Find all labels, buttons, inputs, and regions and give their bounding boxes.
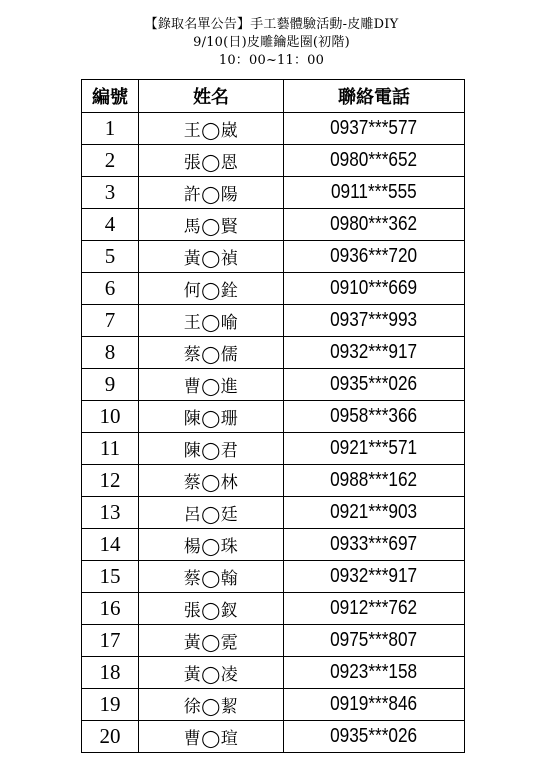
row-number: 17 — [82, 625, 139, 657]
participant-phone: 0935***026 — [330, 373, 418, 395]
participant-phone: 0935***026 — [330, 725, 418, 747]
participant-phone: 0937***993 — [330, 309, 418, 331]
table-row — [82, 529, 465, 561]
participant-name: 王◯喻 — [139, 305, 284, 337]
participant-phone: 0921***571 — [330, 437, 418, 459]
participant-phone-cell — [284, 561, 465, 593]
participant-name: 曹◯進 — [139, 369, 284, 401]
session-name: 9/10(日)皮雕鑰匙圈(初階) — [193, 35, 350, 50]
row-number: 3 — [82, 177, 139, 209]
participant-name: 蔡◯儒 — [139, 337, 284, 369]
row-number: 19 — [82, 689, 139, 721]
participant-phone-cell — [284, 337, 465, 369]
participant-phone-cell — [284, 433, 465, 465]
participant-phone-cell — [284, 721, 465, 753]
participant-name: 徐◯絜 — [139, 689, 284, 721]
participant-phone: 0975***807 — [330, 629, 418, 651]
table-row — [82, 497, 465, 529]
participant-phone: 0911***555 — [331, 181, 417, 203]
table-row — [82, 241, 465, 273]
participant-phone-cell — [284, 209, 465, 241]
table-row — [82, 209, 465, 241]
participant-phone: 0936***720 — [330, 245, 418, 267]
announcement-title: 【錄取名單公告】手工藝體驗活動-皮雕DIY — [144, 17, 399, 32]
participant-phone-cell — [284, 273, 465, 305]
participant-name: 蔡◯翰 — [139, 561, 284, 593]
table-row — [82, 145, 465, 177]
participant-phone: 0910***669 — [330, 277, 418, 299]
row-number: 12 — [82, 465, 139, 497]
participant-phone: 0923***158 — [330, 661, 418, 683]
participant-phone: 0912***762 — [330, 597, 418, 619]
row-number: 9 — [82, 369, 139, 401]
table-header-row — [82, 80, 465, 113]
admission-list-table — [81, 79, 465, 753]
participant-phone: 0921***903 — [330, 501, 418, 523]
table-row — [82, 369, 465, 401]
participant-name: 楊◯珠 — [139, 529, 284, 561]
row-number: 6 — [82, 273, 139, 305]
column-header-number: 編號 — [82, 80, 139, 113]
participant-phone: 0988***162 — [330, 469, 418, 491]
table-row — [82, 465, 465, 497]
row-number: 10 — [82, 401, 139, 433]
participant-phone-cell — [284, 305, 465, 337]
participant-name: 曹◯瑄 — [139, 721, 284, 753]
participant-name: 黃◯禎 — [139, 241, 284, 273]
row-number: 15 — [82, 561, 139, 593]
table-row — [82, 337, 465, 369]
participant-name: 何◯銓 — [139, 273, 284, 305]
table-row — [82, 305, 465, 337]
table-row — [82, 593, 465, 625]
table-row — [82, 657, 465, 689]
participant-phone: 0937***577 — [330, 117, 418, 139]
participant-phone-cell — [284, 497, 465, 529]
table-row — [82, 625, 465, 657]
session-time: 10：00~11：00 — [218, 53, 325, 68]
participant-phone-cell — [284, 657, 465, 689]
participant-phone-cell — [284, 529, 465, 561]
participant-phone: 0933***697 — [330, 533, 418, 555]
participant-phone-cell — [284, 625, 465, 657]
row-number: 16 — [82, 593, 139, 625]
row-number: 7 — [82, 305, 139, 337]
column-header-name: 姓名 — [139, 80, 284, 113]
participant-name: 蔡◯林 — [139, 465, 284, 497]
participant-phone: 0919***846 — [330, 693, 418, 715]
participant-phone: 0958***366 — [330, 405, 418, 427]
participant-name: 王◯崴 — [139, 113, 284, 145]
row-number: 13 — [82, 497, 139, 529]
participant-phone: 0980***362 — [330, 213, 418, 235]
row-number: 20 — [82, 721, 139, 753]
row-number: 8 — [82, 337, 139, 369]
participant-phone-cell — [284, 593, 465, 625]
row-number: 5 — [82, 241, 139, 273]
participant-phone-cell — [284, 177, 465, 209]
table-row — [82, 433, 465, 465]
row-number: 18 — [82, 657, 139, 689]
participant-phone: 0932***917 — [330, 565, 418, 587]
participant-phone-cell — [284, 145, 465, 177]
table-row — [82, 177, 465, 209]
table-body — [82, 113, 465, 753]
participant-name: 黃◯霓 — [139, 625, 284, 657]
participant-phone-cell — [284, 113, 465, 145]
table-row — [82, 273, 465, 305]
participant-phone-cell — [284, 465, 465, 497]
participant-name: 張◯恩 — [139, 145, 284, 177]
participant-phone: 0980***652 — [330, 149, 418, 171]
table-row — [82, 401, 465, 433]
participant-name: 張◯釵 — [139, 593, 284, 625]
table-row — [82, 561, 465, 593]
participant-name: 陳◯珊 — [139, 401, 284, 433]
participant-name: 許◯陽 — [139, 177, 284, 209]
participant-phone-cell — [284, 689, 465, 721]
participant-name: 黃◯凌 — [139, 657, 284, 689]
column-header-phone: 聯絡電話 — [284, 80, 465, 113]
table-row — [82, 721, 465, 753]
table-row — [82, 113, 465, 145]
row-number: 4 — [82, 209, 139, 241]
table-row — [82, 689, 465, 721]
row-number: 14 — [82, 529, 139, 561]
participant-phone-cell — [284, 369, 465, 401]
participant-phone: 0932***917 — [330, 341, 418, 363]
participant-name: 陳◯君 — [139, 433, 284, 465]
row-number: 11 — [82, 433, 139, 465]
participant-phone-cell — [284, 241, 465, 273]
participant-phone-cell — [284, 401, 465, 433]
announcement-header — [0, 16, 543, 70]
row-number: 1 — [82, 113, 139, 145]
participant-name: 呂◯廷 — [139, 497, 284, 529]
row-number: 2 — [82, 145, 139, 177]
participant-name: 馬◯賢 — [139, 209, 284, 241]
